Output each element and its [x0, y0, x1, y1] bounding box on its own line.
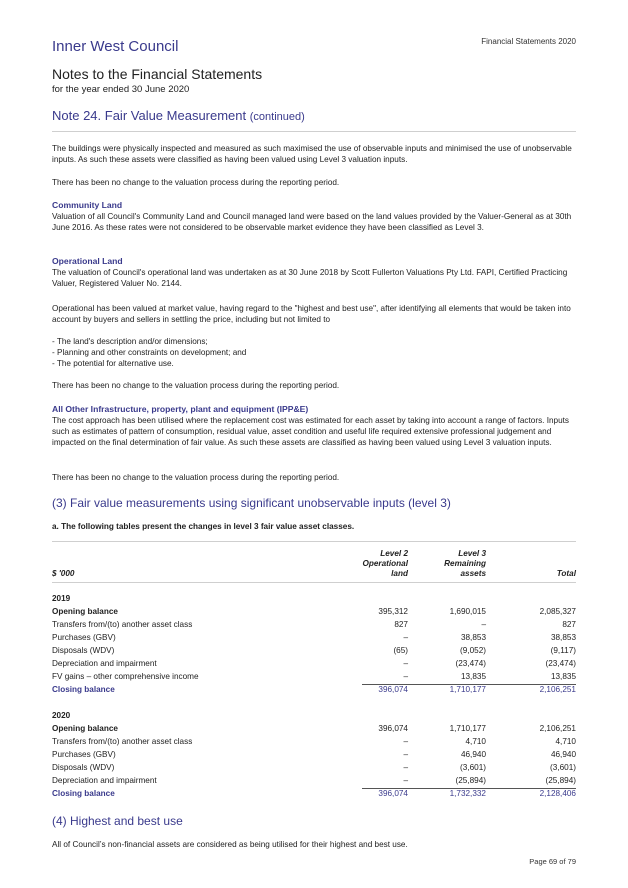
cell-level2: – — [403, 633, 408, 642]
cell-level2: (65) — [393, 646, 408, 655]
row-label: Purchases (GBV) — [52, 633, 116, 642]
table-row — [52, 724, 576, 737]
cell-total: (9,117) — [550, 646, 576, 655]
cell-level2: – — [403, 776, 408, 785]
cell-level2: 396,074 — [378, 724, 408, 733]
table-row — [52, 737, 576, 750]
constraints-list — [52, 336, 246, 369]
cell-level3: 4,710 — [465, 737, 486, 746]
row-label: FV gains – other comprehensive income — [52, 672, 199, 681]
header-underline — [52, 582, 576, 583]
list-item: - The potential for alternative use. — [52, 359, 174, 368]
col-header-total: Total — [556, 569, 576, 578]
operational-land-text: The valuation of Council's operational land was undertaken as at 30 June 2018 by Scott Fullerton Valuations Pty Ltd. FAPI, Certified Practicing Valuer, Registered Valuer No. 2144. — [52, 268, 568, 288]
no-change-paragraph-3: There has been no change to the valuation process during the reporting period. — [52, 473, 340, 482]
cell-total: (3,601) — [550, 763, 576, 772]
col-header-line: Level 3 — [458, 549, 486, 558]
table-top-divider — [52, 541, 576, 542]
period-subtitle: for the year ended 30 June 2020 — [52, 84, 190, 95]
col-header-line: Operational — [362, 559, 408, 568]
cell-level3: 46,940 — [460, 750, 486, 759]
cell-level3: 13,835 — [460, 672, 486, 681]
cell-level2: 395,312 — [378, 607, 408, 616]
row-label: Closing balance — [52, 789, 115, 798]
year-text: 2020 — [52, 711, 71, 720]
section-4-title: (4) Highest and best use — [52, 814, 183, 828]
cell-level2: – — [403, 672, 408, 681]
row-label: Depreciation and impairment — [52, 659, 157, 668]
col-header-line: Level 2 — [380, 549, 408, 558]
table-row — [52, 633, 576, 646]
section-3-title: (3) Fair value measurements using significant unobservable inputs (level 3) — [52, 496, 451, 510]
row-label: Disposals (WDV) — [52, 646, 115, 655]
table-row — [52, 646, 576, 659]
cell-level2: – — [403, 659, 408, 668]
cell-level3: (25,894) — [455, 776, 486, 785]
year-label-2020 — [52, 711, 576, 724]
cell-total: 38,853 — [550, 633, 576, 642]
table-row — [52, 620, 576, 633]
cell-level3: 1,710,177 — [449, 685, 486, 694]
notes-title: Notes to the Financial Statements — [52, 66, 263, 82]
row-label: Closing balance — [52, 685, 115, 694]
list-item: - The land's description and/or dimensions; — [52, 337, 208, 346]
row-label: Transfers from/(to) another asset class — [52, 737, 193, 746]
cell-level2: – — [403, 737, 408, 746]
cell-level3: 1,690,015 — [449, 607, 486, 616]
note-title-suffix: (continued) — [249, 111, 305, 123]
cell-level2: – — [403, 750, 408, 759]
closing-row-2020 — [52, 789, 576, 802]
cell-level2: 396,074 — [378, 789, 408, 798]
ippe-heading: All Other Infrastructure, property, plant and equipment (IPP&E) — [52, 404, 309, 414]
operational-land-heading: Operational Land — [52, 256, 123, 266]
row-label: Transfers from/(to) another asset class — [52, 620, 193, 629]
row-label: Opening balance — [52, 724, 118, 733]
cell-total: (23,474) — [545, 659, 576, 668]
list-item: - Planning and other constraints on development; and — [52, 348, 247, 357]
col-header-level3 — [444, 549, 486, 579]
closing-row-2019 — [52, 685, 576, 698]
cell-level3: – — [481, 620, 486, 629]
cell-level3: (9,052) — [460, 646, 486, 655]
cell-total: 2,106,251 — [539, 724, 576, 733]
cell-total: 2,085,327 — [539, 607, 576, 616]
cell-total: 2,128,406 — [539, 789, 576, 798]
intro-paragraph: The buildings were physically inspected and measured as such maximised the use of observable inputs and minimised the use of unobservable inputs. As such these assets were classified as having been valued using Level 3 valuation inputs. — [52, 144, 572, 164]
no-change-paragraph-2: There has been no change to the valuation process during the reporting period. — [52, 381, 340, 390]
cell-level3: (23,474) — [455, 659, 486, 668]
cell-level2: 827 — [394, 620, 408, 629]
row-label: Depreciation and impairment — [52, 776, 157, 785]
cell-total: 827 — [562, 620, 576, 629]
note-title-text: Note 24. Fair Value Measurement — [52, 108, 247, 123]
community-land-heading: Community Land — [52, 200, 123, 210]
document-label: Financial Statements 2020 — [481, 37, 576, 46]
table-row — [52, 607, 576, 620]
cell-total: 2,106,251 — [539, 685, 576, 694]
community-land-text: Valuation of all Council's Community Land and Council managed land were based on the land values provided by the Valuer-General as at 30th June 2016. As these rates were not considered to be observable market evidence they have been classified as Level 3. — [52, 212, 572, 232]
operational-land-text-2: Operational has been valued at market value, having regard to the "highest and best use", after identifying all elements that would be taken into account by buyers and sellers in settling the price, including but not limited to — [52, 304, 571, 324]
council-name: Inner West Council — [52, 38, 179, 55]
year-text: 2019 — [52, 594, 71, 603]
note-title — [52, 108, 305, 123]
level3-table — [52, 549, 576, 809]
cell-level3: 38,853 — [460, 633, 486, 642]
section-3-subheading: a. The following tables present the changes in level 3 fair value asset classes. — [52, 522, 355, 531]
cell-total: 13,835 — [550, 672, 576, 681]
col-header-level2 — [363, 549, 409, 579]
cell-level3: 1,710,177 — [449, 724, 486, 733]
cell-total: 4,710 — [555, 737, 576, 746]
col-header-line: land — [391, 569, 408, 578]
cell-level3: (3,601) — [460, 763, 486, 772]
cell-level3: 1,732,332 — [449, 789, 486, 798]
table-row — [52, 750, 576, 763]
cell-level2: 396,074 — [378, 685, 408, 694]
row-label: Disposals (WDV) — [52, 763, 115, 772]
ippe-text: The cost approach has been utilised where the replacement cost was estimated for each asset by taking into account a range of factors. Inputs such as estimates of pattern of consumption, residual value, asset condition and useful life required extensive professional judgement and impacted on the final determination of fair value. As such these assets are classified as having been valued using Level 3 valuation inputs. — [52, 416, 570, 447]
col-header-line: Remaining — [444, 559, 486, 568]
table-row — [52, 659, 576, 672]
cell-level2: – — [403, 763, 408, 772]
row-label: Opening balance — [52, 607, 118, 616]
unit-label: $ '000 — [52, 569, 75, 578]
page-number: Page 69 of 79 — [529, 857, 576, 866]
cell-total: 46,940 — [550, 750, 576, 759]
table-row — [52, 763, 576, 776]
col-header-line: assets — [460, 569, 486, 578]
row-label: Purchases (GBV) — [52, 750, 116, 759]
year-label-2019 — [52, 594, 576, 607]
cell-total: (25,894) — [545, 776, 576, 785]
section-4-text: All of Council’s non-financial assets are considered as being utilised for their highest and best use. — [52, 840, 408, 849]
no-change-paragraph-1: There has been no change to the valuation process during the reporting period. — [52, 178, 340, 187]
header-divider — [52, 131, 576, 132]
